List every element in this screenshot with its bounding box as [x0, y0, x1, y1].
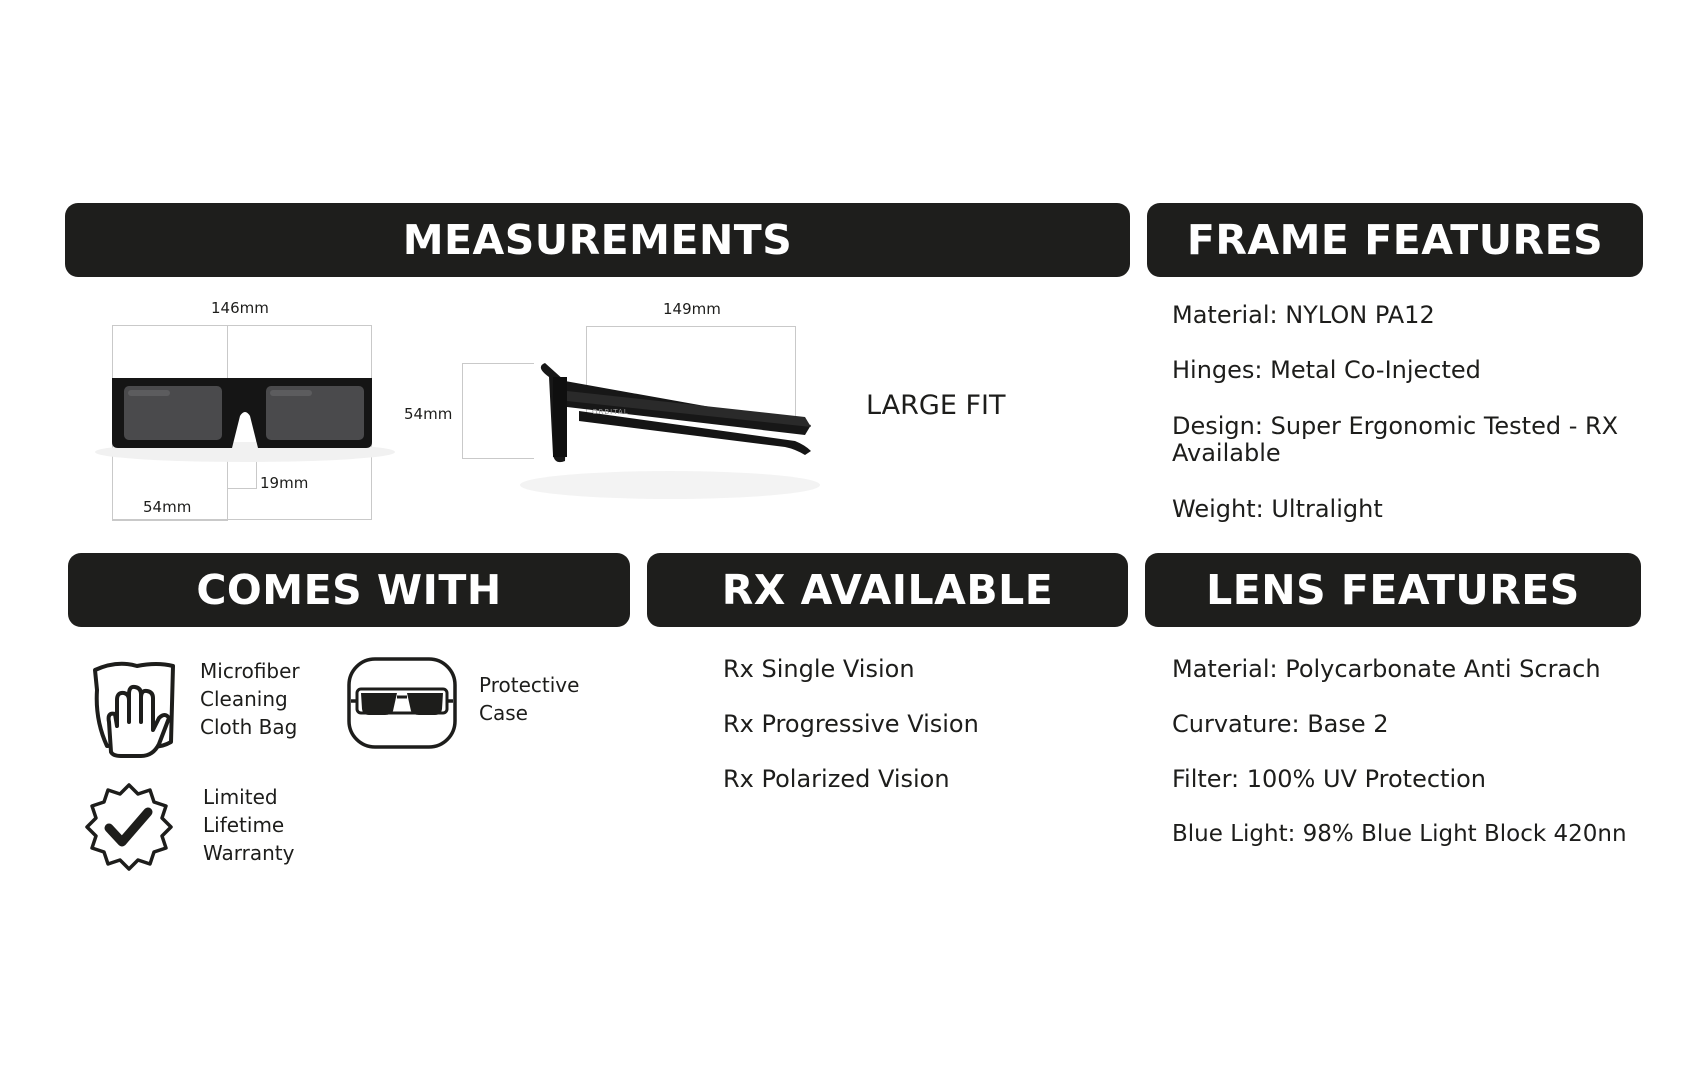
frame-feature-item: Weight: Ultralight [1172, 495, 1383, 523]
fit-label: LARGE FIT [866, 390, 1006, 421]
sunglasses-side-image [505, 355, 835, 515]
rx-available-header: RX AVAILABLE [647, 553, 1128, 627]
frame-feature-item: Design: Super Ergonomic Tested - RX Available [1172, 412, 1619, 467]
lens-feature-item: Filter: 100% UV Protection [1172, 765, 1487, 793]
warranty-badge-icon [84, 782, 174, 872]
cleaning-cloth-icon [87, 660, 177, 760]
measurements-header: MEASUREMENTS [65, 203, 1130, 277]
lens-feature-item: Material: Polycarbonate Anti Scrach [1172, 655, 1601, 683]
lens-features-header: LENS FEATURES [1145, 553, 1641, 627]
frame-features-header: FRAME FEATURES [1147, 203, 1643, 277]
rx-item: Rx Single Vision [723, 655, 915, 683]
frame-feature-item: Material: NYLON PA12 [1172, 301, 1435, 329]
cloth-label: Microfiber Cleaning Cloth Bag [200, 659, 300, 739]
comes-with-header: COMES WITH [68, 553, 630, 627]
lens-feature-item: Curvature: Base 2 [1172, 710, 1389, 738]
temple-print: ORBITAL [592, 408, 629, 416]
warranty-label: Limited Lifetime Warranty [203, 785, 295, 865]
lens-height-label: 54mm [404, 405, 453, 423]
glasses-case-icon [347, 657, 457, 749]
lens-feature-item: Blue Light: 98% Blue Light Block 420nn [1172, 821, 1627, 847]
temple-length-label: 149mm [663, 300, 721, 318]
front-width-label: 146mm [211, 299, 269, 317]
lens-width-label: 54mm [143, 498, 192, 516]
case-label: Protective Case [479, 673, 580, 725]
rx-item: Rx Polarized Vision [723, 765, 950, 793]
sunglasses-front-image [100, 360, 390, 470]
frame-feature-item: Hinges: Metal Co-Injected [1172, 356, 1481, 384]
bridge-label: 19mm [260, 474, 309, 492]
rx-item: Rx Progressive Vision [723, 710, 979, 738]
